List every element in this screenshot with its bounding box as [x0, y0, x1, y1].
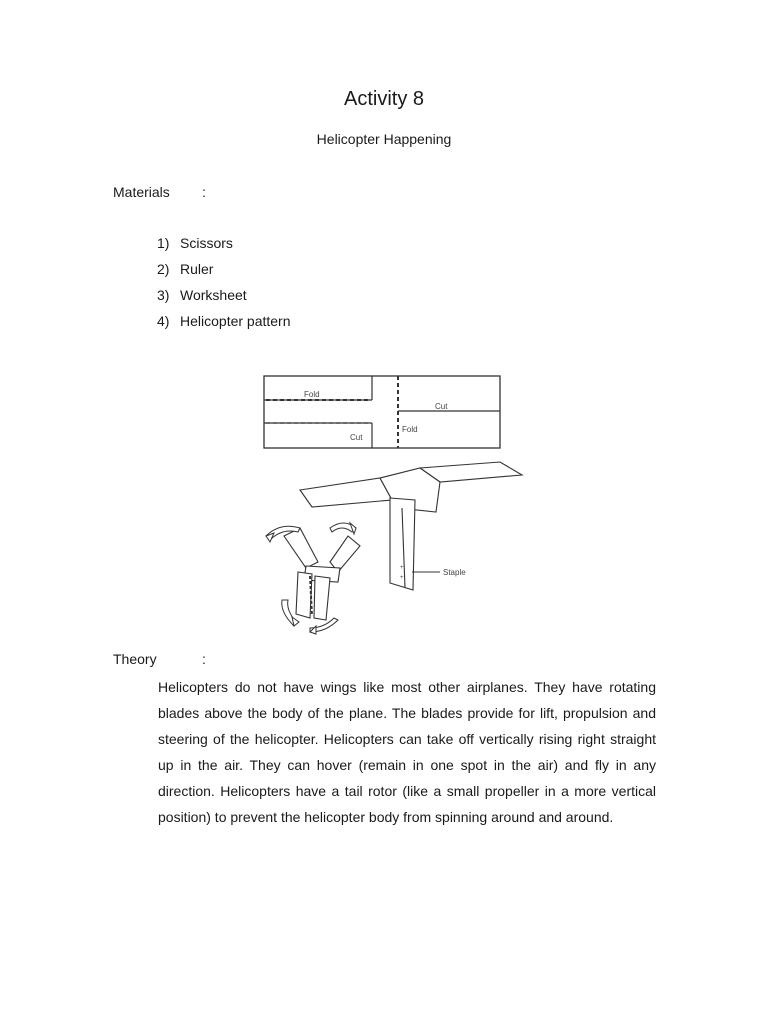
list-item-number: 3) [157, 287, 170, 303]
staple-mark: + [400, 575, 404, 581]
list-item-text: Scissors [180, 235, 233, 251]
page-subtitle: Helicopter Happening [316, 131, 452, 147]
list-item-number: 1) [157, 235, 170, 251]
fold-label: Fold [402, 425, 418, 434]
list-item-text: Worksheet [180, 287, 247, 303]
fold-label: Fold [304, 390, 320, 399]
spinning-helicopter [284, 528, 360, 620]
list-item-number: 2) [157, 261, 170, 277]
materials-colon: : [202, 184, 206, 200]
page-title: Activity 8 [343, 88, 425, 110]
theory-label: Theory [113, 651, 157, 667]
list-item-text: Helicopter pattern [180, 313, 291, 329]
list-item-text: Ruler [180, 261, 214, 277]
materials-label: Materials [113, 184, 170, 200]
theory-paragraph: Helicopters do not have wings like most other airplanes. They have rotating blades above the body of the plane. The blades provide for lift, propulsion and steering of the helicopter. Helicopters can take off vertically rising right straight up in the air. They can hover (remain in one spot in the air) and fly in any direction. Helicopters have a tail rotor (like a small propeller in a more vertical position) to prevent the helicopter body from spinning around and around. [158, 679, 656, 825]
helicopter-pattern [264, 376, 500, 448]
list-item-number: 4) [157, 313, 170, 329]
cut-label: Cut [435, 402, 448, 411]
staple-label: Staple [443, 568, 466, 577]
cut-label: Cut [350, 433, 363, 442]
theory-colon: : [202, 651, 206, 667]
staple-mark: + [400, 565, 404, 571]
